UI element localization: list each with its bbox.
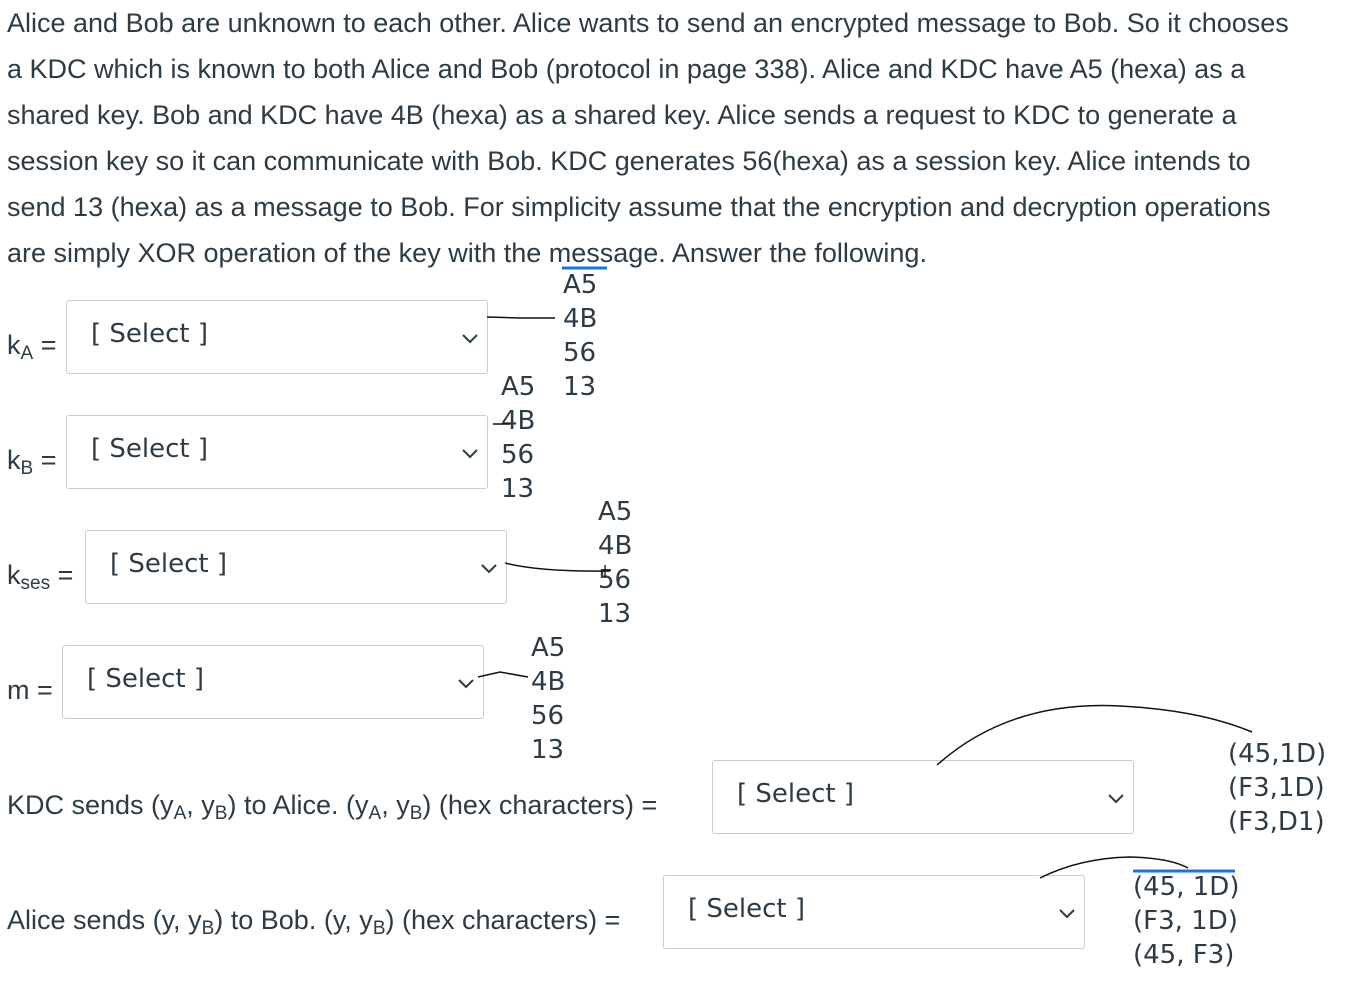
alice-select[interactable] xyxy=(663,875,1085,949)
question-line: Alice and Bob are unknown to each other. Alice wants to send an encrypted message to Bob. So it chooses xyxy=(7,8,1289,38)
alice-select-value: [ Select ] xyxy=(688,894,806,924)
kdc-select[interactable] xyxy=(712,760,1134,834)
ka-select[interactable] xyxy=(66,300,488,374)
option-text: 56 xyxy=(531,701,565,731)
option-text: A5 xyxy=(531,633,566,663)
alice-label: Alice sends (y, $y_B$) to Bob. (y, $y_B$) (hex characters) = xyxy=(7,905,621,939)
question-line: are simply XOR operation of the key with the message. Answer the following. xyxy=(7,238,927,268)
option-text: A5 xyxy=(501,372,536,402)
question-line: session key so it can communicate with Bob. KDC generates 56(hexa) as a session key. Alice intends to xyxy=(7,146,1251,176)
ka-option-list xyxy=(563,268,597,404)
chevron-down-icon xyxy=(455,672,477,694)
m-select[interactable] xyxy=(62,645,484,719)
kdc-label: KDC sends ($y_A$, $y_B$) to Alice. ($y_A$, $y_B$) (hex characters) = xyxy=(7,790,658,824)
chevron-down-icon xyxy=(478,557,500,579)
chevron-down-icon xyxy=(1105,787,1127,809)
kb-select[interactable] xyxy=(66,415,488,489)
option-text: 4B xyxy=(531,667,566,697)
option-text: 13 xyxy=(563,372,597,402)
ka-label: $k_A$ = xyxy=(7,330,57,364)
kdc-select-value: [ Select ] xyxy=(737,779,855,809)
kdc-option-list xyxy=(1228,737,1326,839)
option-text: 13 xyxy=(501,474,535,504)
chevron-down-icon xyxy=(459,442,481,464)
option-text: (F3,1D) xyxy=(1228,773,1325,803)
option-text: A5 xyxy=(563,270,598,300)
chevron-down-icon xyxy=(1056,902,1078,924)
kb-select-value: [ Select ] xyxy=(91,434,209,464)
ka-select-value: [ Select ] xyxy=(91,319,209,349)
chevron-down-icon xyxy=(459,327,481,349)
option-text: A5 xyxy=(598,497,633,527)
kb-label: $k_B$ = xyxy=(7,445,57,479)
option-text: 4B xyxy=(598,531,633,561)
m-label: m = xyxy=(7,675,53,705)
question-text xyxy=(7,0,1343,276)
question-line: a KDC which is known to both Alice and Bob (protocol in page 338). Alice and KDC have A5 (hexa) as a xyxy=(7,54,1246,84)
m-option-list xyxy=(531,631,565,767)
option-text: 4B xyxy=(501,406,536,436)
kb-option-list xyxy=(501,370,535,506)
option-text: 13 xyxy=(598,599,632,629)
kses-select[interactable] xyxy=(85,530,507,604)
alice-option-list xyxy=(1133,870,1239,972)
option-text: (F3, 1D) xyxy=(1133,906,1238,936)
m-select-value: [ Select ] xyxy=(87,664,205,694)
option-text: 13 xyxy=(531,735,565,765)
option-text: (45,1D) xyxy=(1228,739,1327,769)
kses-label: $k_{ses}$ = xyxy=(7,560,74,594)
question-line: shared key. Bob and KDC have 4B (hexa) as a shared key. Alice sends a request to KDC to generate a xyxy=(7,100,1237,130)
option-text: (F3,D1) xyxy=(1228,807,1325,837)
option-text: (45, 1D) xyxy=(1133,872,1240,902)
option-text: 56 xyxy=(598,565,632,595)
option-text: 56 xyxy=(563,338,597,368)
kses-option-list xyxy=(598,495,632,631)
question-line: send 13 (hexa) as a message to Bob. For simplicity assume that the encryption and decryption operations xyxy=(7,192,1271,222)
kses-select-value: [ Select ] xyxy=(110,549,228,579)
option-text: 56 xyxy=(501,440,535,470)
option-text: (45, F3) xyxy=(1133,940,1235,970)
option-text: 4B xyxy=(563,304,598,334)
